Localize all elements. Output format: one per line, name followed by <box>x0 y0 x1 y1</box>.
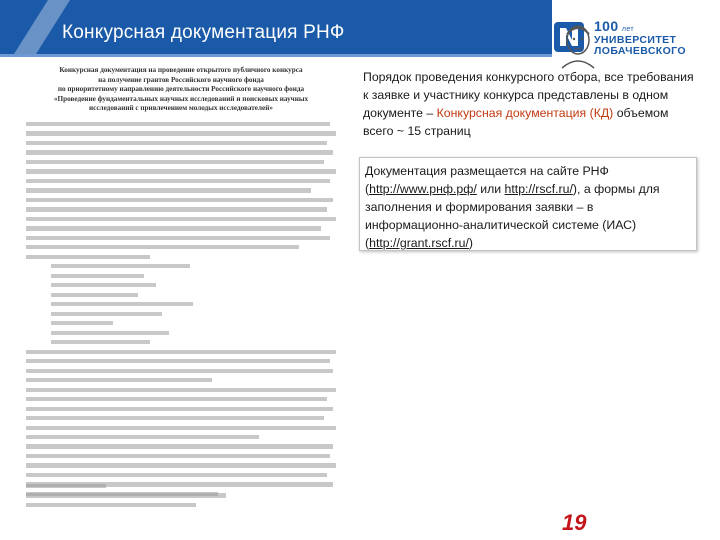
document-heading-line: Конкурсная документация на проведение открытого публичного конкурса <box>59 66 303 74</box>
logo-line1: УНИВЕРСИТЕТ <box>594 34 677 46</box>
procedure-text: Порядок проведения конкурсного отбора, все требования к заявке и участнику конкурса представлены в одном документе – <box>363 70 694 120</box>
logo-line2: ЛОБАЧЕВСКОГО <box>594 45 686 57</box>
rnf-link[interactable]: http://www.рнф.рф/ <box>369 182 477 196</box>
header-bar <box>0 0 720 62</box>
documentation-highlight: Конкурсная документация (КД) <box>436 106 614 120</box>
document-heading-line: по приоритетному направлению деятельности Российского научного фонда <box>57 85 305 93</box>
document-heading <box>36 66 326 114</box>
document-footnotes <box>26 484 226 512</box>
procedure-description <box>359 68 697 154</box>
documentation-location-box <box>359 157 697 251</box>
location-text: Документация размещается на сайте РНФ ( <box>365 164 609 196</box>
grant-rscf-link[interactable]: http://grant.rscf.ru/ <box>369 236 469 250</box>
rscf-link[interactable]: http://rscf.ru/ <box>504 182 573 196</box>
logo-number: 100 <box>594 18 619 34</box>
university-logo <box>552 18 720 58</box>
page-title: Конкурсная документация РНФ <box>62 22 345 43</box>
location-text-or: или <box>476 182 505 196</box>
document-scan-image <box>18 64 340 526</box>
location-text-forms: ), а формы для заполнения и формирования заявки – в информационно-аналитической системе (ИАС) ( <box>365 182 660 250</box>
location-text-end: ) <box>468 236 473 250</box>
document-body-text <box>26 122 336 501</box>
document-heading-line: на получение грантов Российского научного фонда <box>98 75 264 84</box>
portrait-icon <box>552 18 604 70</box>
document-heading-line: исследований с привлечением молодых исследователей» <box>89 104 273 112</box>
document-heading-line: «Проведение фундаментальных научных исследований и поисковых научных <box>53 94 309 103</box>
page-number: 19 <box>562 510 587 535</box>
logo-years: лет <box>621 26 635 33</box>
procedure-text-end: объемом всего ~ 15 страниц <box>363 106 669 138</box>
